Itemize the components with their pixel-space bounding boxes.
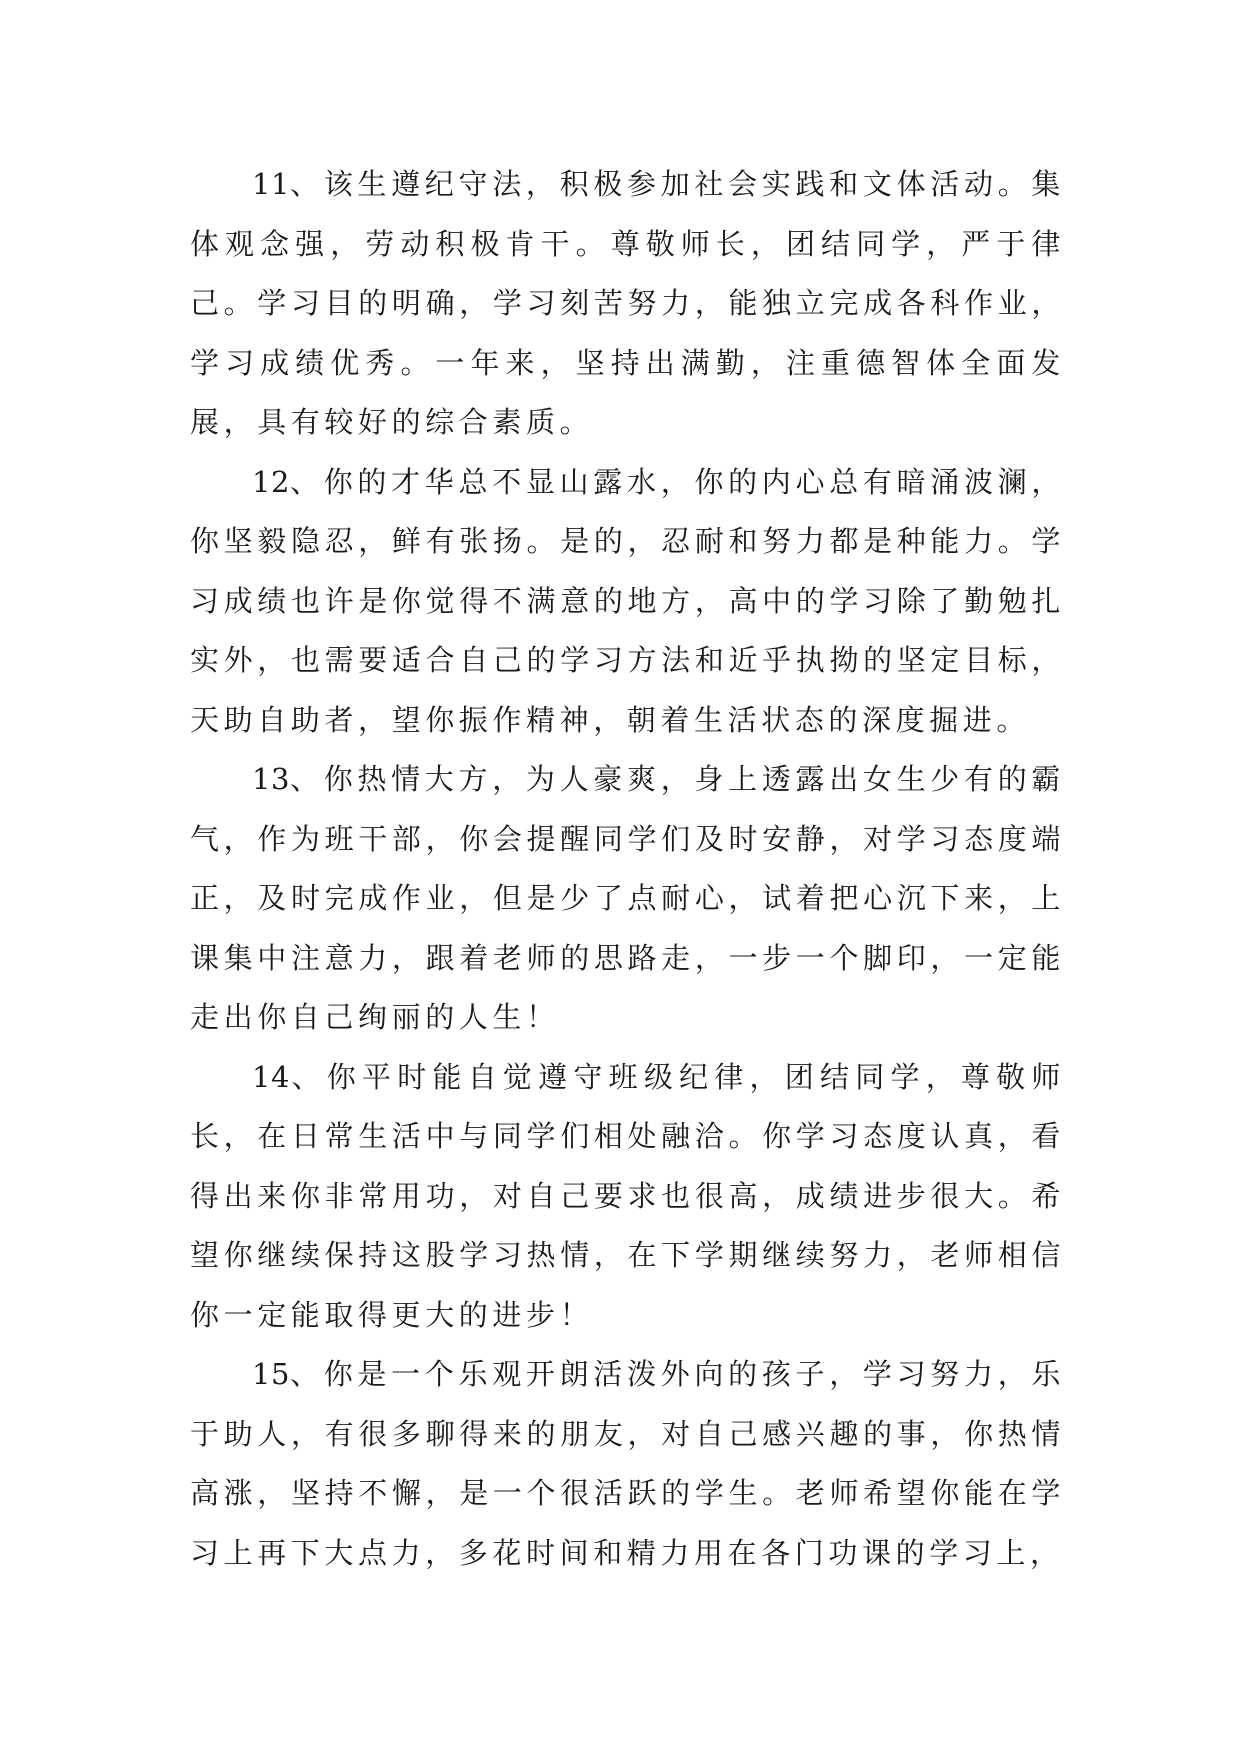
paragraph-number: 12 [252,464,290,499]
paragraph-text: 、你平时能自觉遵守班级纪律，团结同学，尊敬师长，在日常生活中与同学们相处融洽。你学习态度认真，看得出来你非常用功，对自己要求也很高，成绩进步很大。希望你继续保持这股学习热情，在下学期继续努力，老师相信你一定能取得更大的进步！ [190,1059,1065,1332]
comment-paragraph-15 [190,1345,1065,1583]
comment-paragraph-13 [190,750,1065,1048]
document-body [190,155,1065,1583]
comment-paragraph-12 [190,453,1065,751]
paragraph-text: 、你是一个乐观开朗活泼外向的孩子，学习努力，乐于助人，有很多聊得来的朋友，对自己感兴趣的事，你热情高涨，坚持不懈，是一个很活跃的学生。老师希望你能在学习上再下大点力，多花时间和精力用在各门功课的学习上， [190,1357,1065,1570]
comment-paragraph-14 [190,1048,1065,1346]
paragraph-number: 11 [252,167,290,201]
paragraph-text: 、你热情大方，为人豪爽，身上透露出女生少有的霸气，作为班干部，你会提醒同学们及时安静，对学习态度端正，及时完成作业，但是少了点耐心，试着把心沉下来，上课集中注意力，跟着老师的思路走，一步一个脚印，一定能走出你自己绚丽的人生！ [190,762,1065,1034]
paragraph-number: 14 [252,1059,290,1094]
paragraph-number: 13 [252,762,290,796]
paragraph-number: 15 [252,1357,290,1391]
comment-paragraph-11 [190,155,1065,453]
paragraph-text: 、你的才华总不显山露水，你的内心总有暗涌波澜，你坚毅隐忍，鲜有张扬。是的，忍耐和努力都是种能力。学习成绩也许是你觉得不满意的地方，高中的学习除了勤勉扎实外，也需要适合自己的学习方法和近乎执拗的坚定目标，天助自助者，望你振作精神，朝着生活状态的深度掘进。 [190,464,1065,737]
paragraph-text: 、该生遵纪守法，积极参加社会实践和文体活动。集体观念强，劳动积极肯干。尊敬师长，团结同学，严于律己。学习目的明确，学习刻苦努力，能独立完成各科作业，学习成绩优秀。一年来，坚持出满勤，注重德智体全面发展，具有较好的综合素质。 [190,167,1065,439]
